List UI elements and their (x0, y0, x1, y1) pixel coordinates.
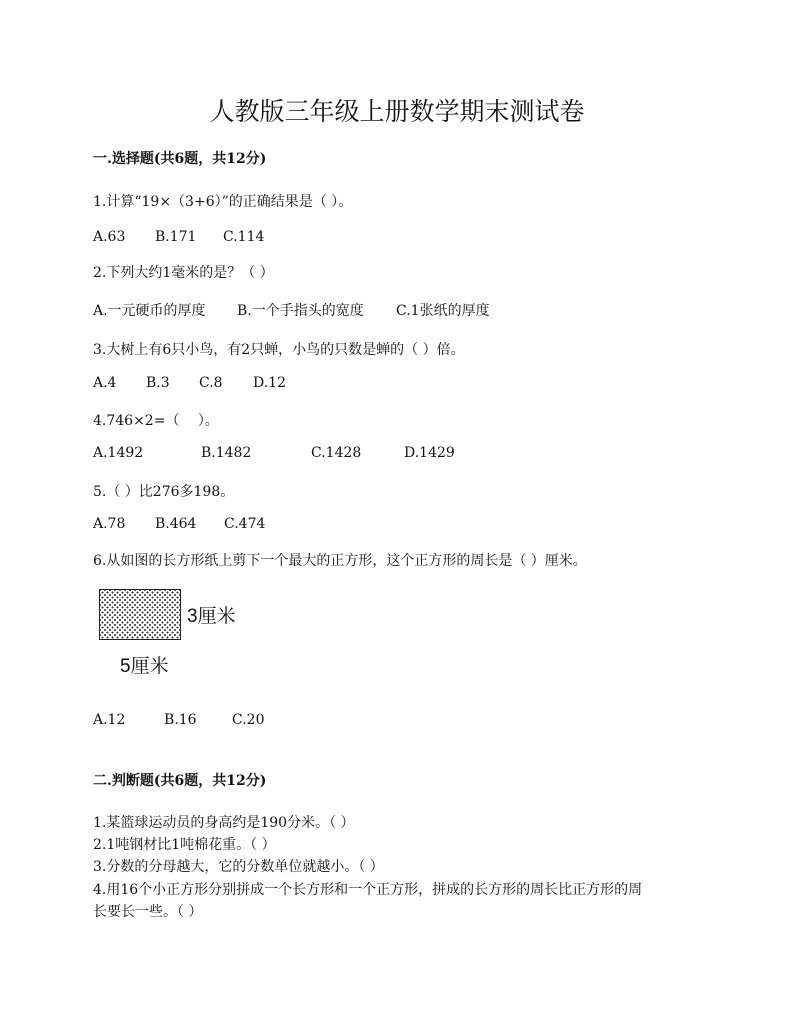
options-4 (93, 445, 455, 461)
option: A.一元硬币的厚度 (93, 303, 206, 319)
option: D.12 (253, 375, 286, 391)
options-6 (93, 712, 264, 728)
question-3: 3.大树上有6只小鸟，有2只蝉，小鸟的只数是蝉的（ ）倍。 (93, 342, 465, 358)
options-1 (93, 229, 264, 245)
question-4: 4.746×2=（ ）。 (93, 413, 219, 429)
judge-item-4: 4.用16个小正方形分别拼成一个长方形和一个正方形，拼成的长方形的周长比正方形的周 (93, 882, 643, 898)
judge-item-4-cont: 长要长一些。（ ） (93, 904, 203, 920)
option: B.一个手指头的宽度 (237, 303, 364, 319)
option: B.3 (146, 375, 170, 391)
option: A.63 (93, 229, 126, 245)
option: B.464 (155, 516, 197, 532)
options-3 (93, 375, 286, 391)
question-6: 6.从如图的长方形纸上剪下一个最大的正方形，这个正方形的周长是（ ）厘米。 (93, 553, 587, 569)
page-title: 人教版三年级上册数学期末测试卷 (209, 97, 585, 126)
width-label: 5厘米 (120, 656, 169, 677)
option: A.4 (93, 375, 117, 391)
question-2: 2.下列大约1毫米的是？（ ） (93, 265, 274, 281)
option: B.171 (155, 229, 197, 245)
option: B.16 (164, 712, 197, 728)
option: D.1429 (404, 445, 455, 461)
options-5 (93, 516, 265, 532)
option: A.78 (93, 516, 126, 532)
section-heading-judge: 二.判断题(共6题，共12分) (93, 773, 267, 789)
option: A.1492 (93, 445, 144, 461)
option: C.1张纸的厚度 (396, 303, 490, 319)
options-2 (93, 300, 490, 320)
option: B.1482 (201, 445, 252, 461)
judge-item-3: 3.分数的分母越大，它的分数单位就越小。（ ） (93, 859, 384, 875)
option: C.114 (223, 229, 265, 245)
section-heading-choice: 一.选择题(共6题，共12分) (93, 151, 267, 167)
judge-item-1: 1.某篮球运动员的身高约是190分米。（ ） (93, 815, 355, 831)
option: C.474 (224, 516, 266, 532)
rectangle-figure (99, 589, 181, 640)
question-5: 5.（ ）比276多198。 (93, 484, 235, 500)
hatched-rectangle (99, 589, 181, 640)
question-1: 1.计算“19×（3+6）”的正确结果是（ ）。 (93, 194, 353, 210)
option: C.1428 (311, 445, 362, 461)
height-label: 3厘米 (187, 606, 236, 627)
judge-item-2: 2.1吨钢材比1吨棉花重。（ ） (93, 837, 276, 853)
option: C.8 (199, 375, 223, 391)
option: A.12 (93, 712, 126, 728)
option: C.20 (232, 712, 265, 728)
